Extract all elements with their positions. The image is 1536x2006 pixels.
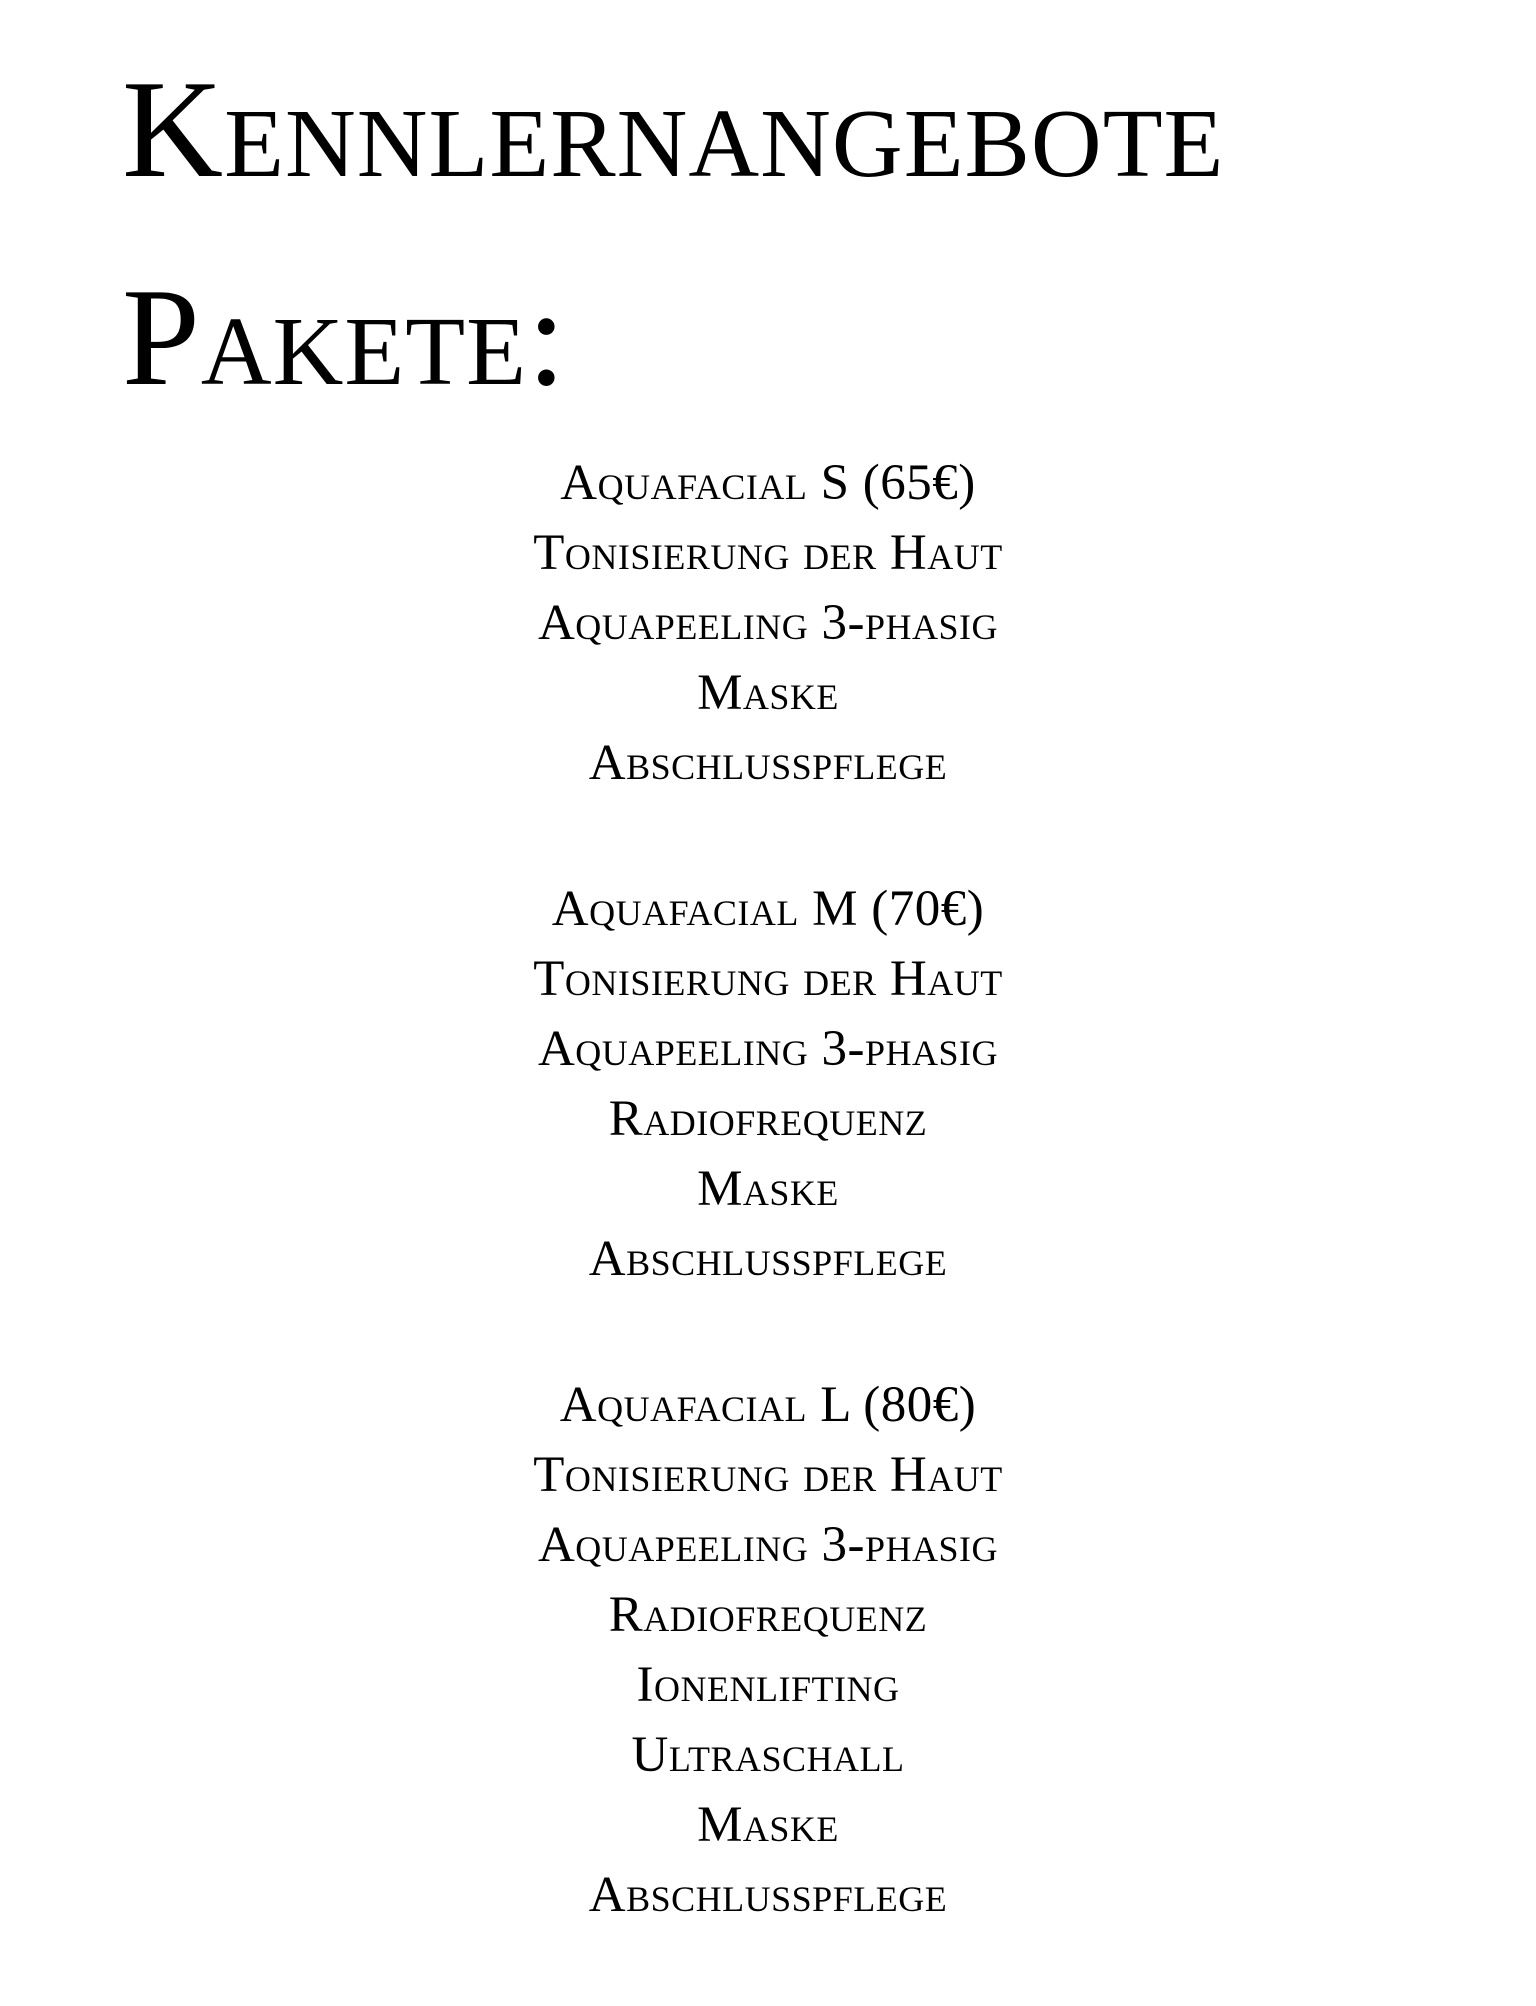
- package-m: [0, 874, 1536, 1294]
- package-list: [0, 448, 1536, 2006]
- package-item: Abschlusspflege: [588, 735, 948, 791]
- package-item: Radiofrequenz: [608, 1091, 928, 1147]
- package-title: Aquafacial S (65€): [560, 455, 976, 511]
- package-item: Aquapeeling 3-phasig: [537, 1021, 999, 1077]
- package-item: Aquapeeling 3-phasig: [537, 595, 999, 651]
- package-item: Abschlusspflege: [588, 1231, 948, 1287]
- package-item: Abschlusspflege: [588, 1867, 948, 1923]
- package-l: [0, 1370, 1536, 1930]
- package-item: Ultraschall: [631, 1727, 905, 1783]
- package-item: Maske: [697, 1161, 839, 1217]
- package-item: Tonisierung der Haut: [533, 1447, 1003, 1503]
- package-item: Ionenlifting: [636, 1657, 900, 1713]
- package-item: Radiofrequenz: [608, 1587, 928, 1643]
- package-title: Aquafacial L (80€): [559, 1377, 977, 1433]
- page-subtitle: Pakete:: [122, 260, 567, 415]
- package-item: Aquapeeling 3-phasig: [537, 1517, 999, 1573]
- page-title: Kennlernangebote: [122, 52, 1225, 207]
- package-item: Maske: [697, 665, 839, 721]
- package-title: Aquafacial M (70€): [551, 881, 985, 937]
- package-s: [0, 448, 1536, 798]
- package-item: Tonisierung der Haut: [533, 951, 1003, 1007]
- package-item: Tonisierung der Haut: [533, 525, 1003, 581]
- package-item: Maske: [697, 1797, 839, 1853]
